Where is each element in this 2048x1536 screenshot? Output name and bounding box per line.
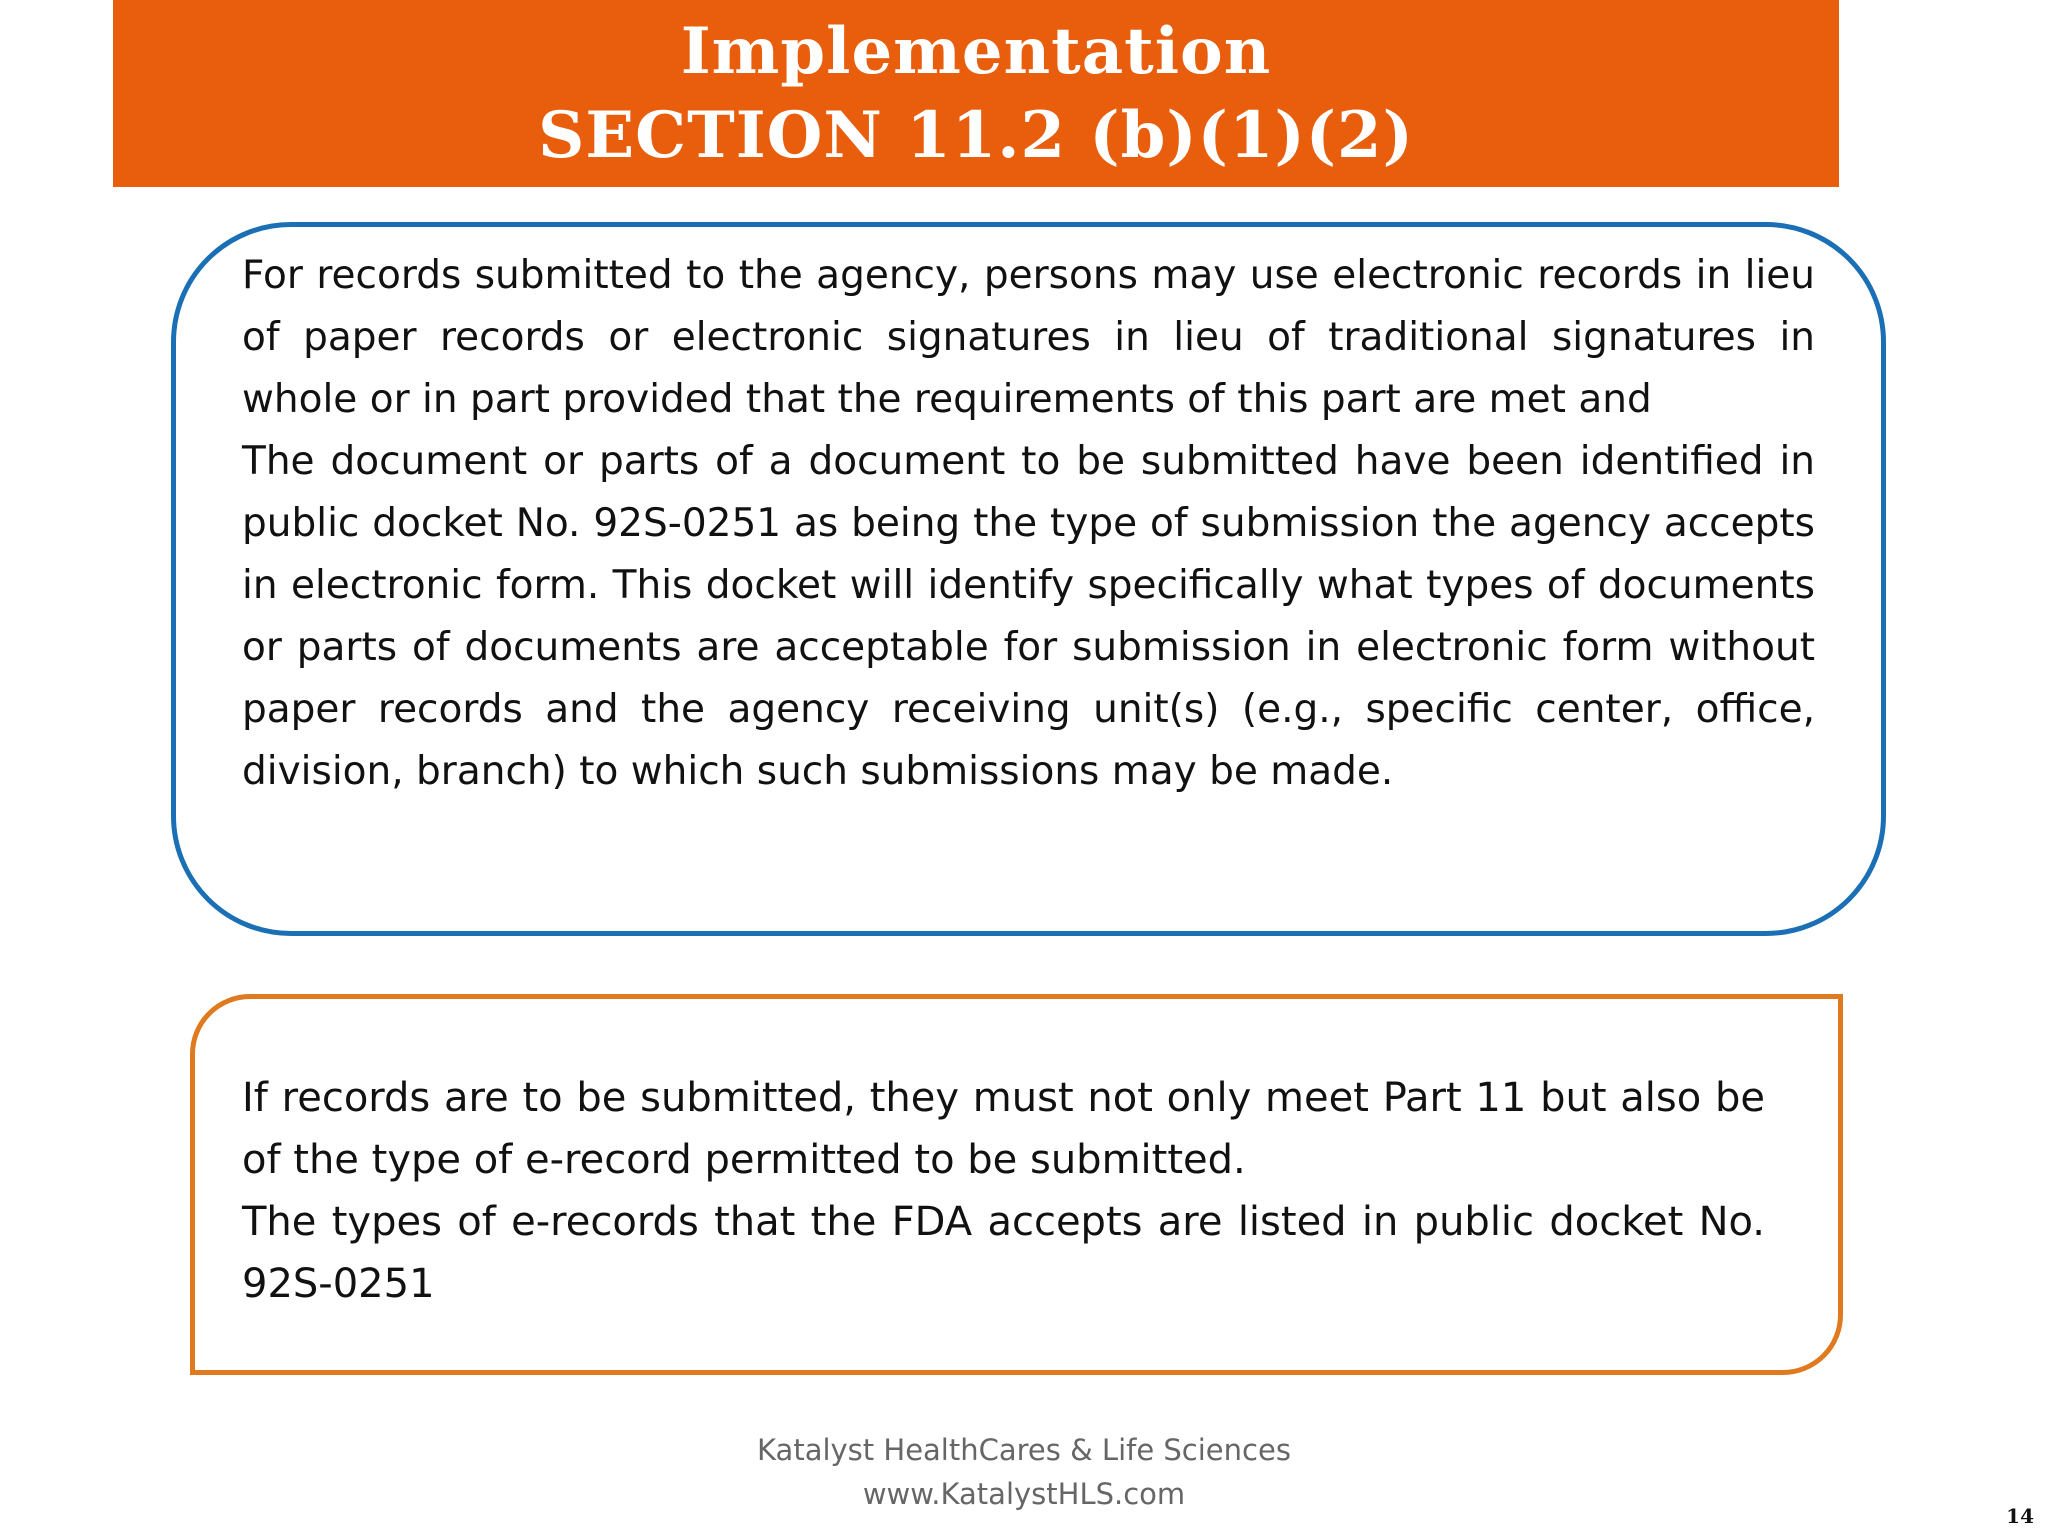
secondary-paragraph-1: If records are to be submitted, they must not only meet Part 11 but also be of the type of e-record permitted to be submitted. bbox=[242, 1075, 1765, 1183]
footer-website: www.KatalystHLS.com bbox=[862, 1477, 1186, 1511]
primary-text-box bbox=[171, 222, 1886, 936]
page-number: 14 bbox=[2006, 1504, 2034, 1528]
secondary-paragraph-2: The types of e-records that the FDA accepts are listed in public docket No. 92S-0251 bbox=[242, 1199, 1765, 1307]
secondary-text-box bbox=[190, 994, 1843, 1375]
primary-text-content bbox=[242, 245, 1815, 803]
footer-company: Katalyst HealthCares & Life Sciences bbox=[757, 1433, 1291, 1467]
title-line-1: Implementation bbox=[680, 13, 1272, 89]
title-line-2: SECTION 11.2 (b)(1)(2) bbox=[538, 97, 1414, 173]
footer bbox=[0, 1428, 2048, 1516]
primary-paragraph-2: The document or parts of a document to be submitted have been identified in public docket No. 92S-0251 as being the type of submission the agency accepts in electronic form. This docket will identify specifically what types of documents or parts of documents are acceptable for submission in electronic form without paper records and the agency receiving unit(s) (e.g., specific center, office, division, branch) to which such submissions may be made. bbox=[242, 439, 1815, 794]
primary-paragraph-1: For records submitted to the agency, persons may use electronic records in lieu of paper records or electronic signatures in lieu of traditional signatures in whole or in part provided that the requirements of this part are met and bbox=[242, 253, 1815, 422]
title-banner bbox=[113, 0, 1839, 187]
secondary-text-content bbox=[242, 1067, 1765, 1315]
